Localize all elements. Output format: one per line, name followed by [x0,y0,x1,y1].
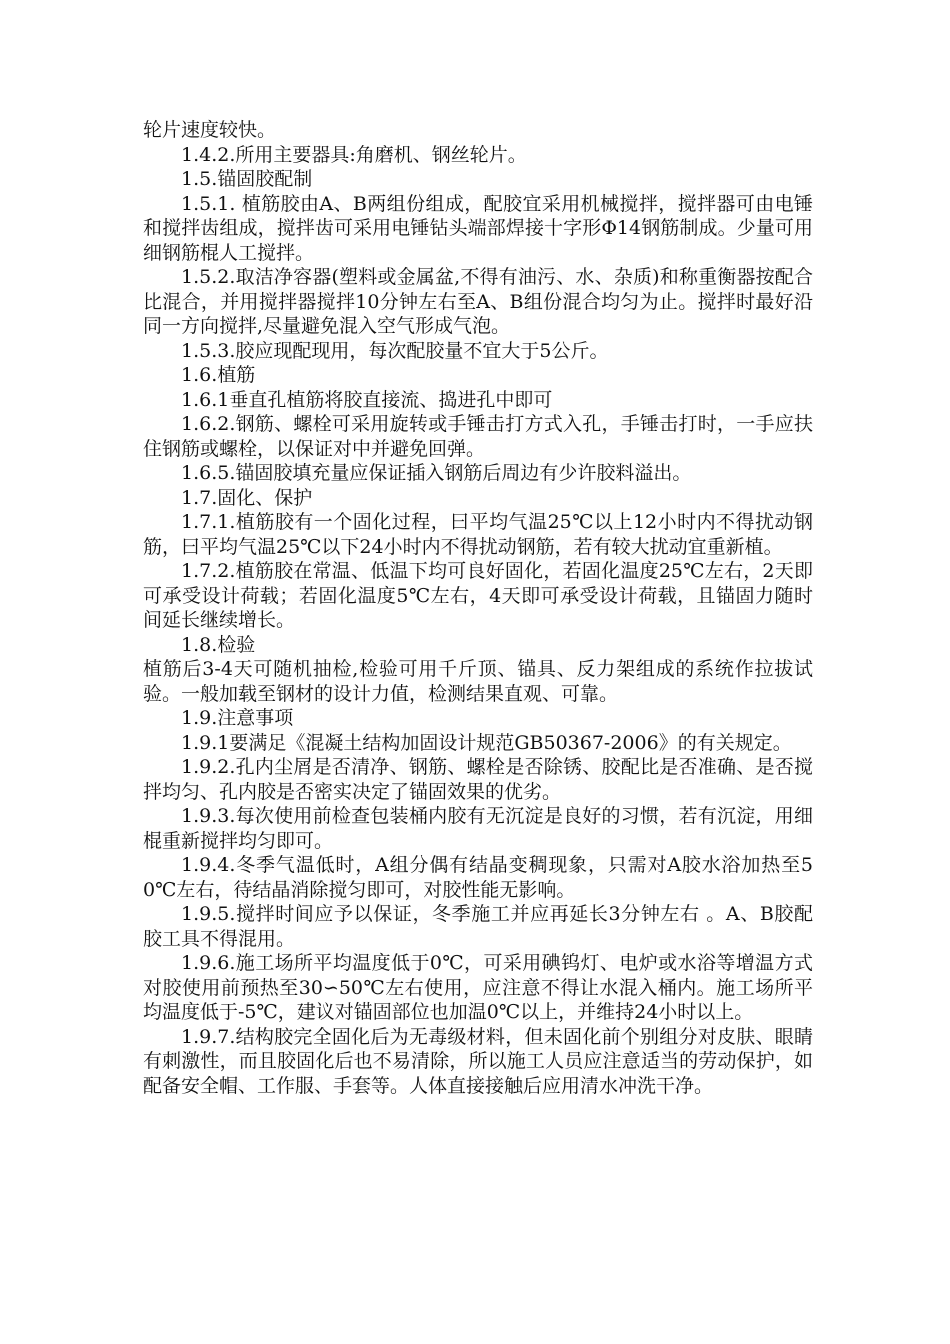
paragraph: 1.9.2.孔内尘屑是否清净、钢筋、螺栓是否除锈、胶配比是否准确、是否搅拌均匀、孔内胶是否密实决定了锚固效果的优劣。 [143,756,813,803]
paragraph: 植筋后3-4天可随机抽检,检验可用千斤顶、锚具、反力架组成的系统作拉拔试验。一般加载至钢材的设计力值，检测结果直观、可靠。 [143,658,813,705]
paragraph: 1.9.1要满足《混凝土结构加固设计规范GB50367-2006》的有关规定。 [181,731,792,754]
section-heading: 1.6.植筋 [181,364,256,386]
paragraph: 1.5.3.胶应现配现用，每次配胶量不宜大于5公斤。 [181,339,609,362]
paragraph: 1.7.1.植筋胶有一个固化过程，曰平均气温25℃以上12小时内不得扰动钢筋，曰平均气温25℃以下24小时内不得扰动钢筋，若有较大扰动宜重新植。 [143,511,813,558]
paragraph: 1.9.3.每次使用前检查包装桶内胶有无沉淀是良好的习惯，若有沉淀，用细棍重新搅拌均匀即可。 [143,805,813,852]
section-heading: 1.8.检验 [181,633,256,656]
paragraph: 1.9.4.冬季气温低时，A组分偶有结晶变稠现象，只需对A胶水浴加热至50℃左右，待结晶消除搅匀即可，对胶性能无影响。 [143,854,813,901]
paragraph: 1.4.2.所用主要器具:角磨机、钢丝轮片。 [181,143,527,166]
paragraph: 1.6.1垂直孔植筋将胶直接流、捣进孔中即可 [181,388,553,411]
paragraph: 1.6.2.钢筋、螺栓可采用旋转或手锤击打方式入孔，手锤击打时，一手应扶住钢筋或螺栓，以保证对中并避免回弹。 [143,413,813,460]
paragraph: 轮片速度较快。 [143,119,277,141]
section-heading: 1.7.固化、保护 [181,486,313,509]
paragraph: 1.9.6.施工场所平均温度低于0℃，可采用碘钨灯、电炉或水浴等增温方式对胶使用前预热至30∽50℃左右使用，应注意不得让水混入桶内。施工场所平均温度低于-5℃，建议对锚固部位也加温0℃以上，并维持24小时以上。 [143,952,813,1023]
document-body [143,118,813,1098]
paragraph: 1.5.2.取洁净容器(塑料或金属盆,不得有油污、水、杂质)和称重衡器按配合比混合，并用搅拌器搅拌10分钟左右至A、B组份混合均匀为止。搅拌时最好沿同一方向搅拌,尽量避免混入空气形成气泡。 [143,266,813,337]
paragraph: 1.5.1. 植筋胶由A、B两组份组成，配胶宜采用机械搅拌，搅拌器可由电锤和搅拌齿组成，搅拌齿可采用电锤钻头端部焊接十字形Φ14钢筋制成。少量可用细钢筋棍人工搅拌。 [143,192,813,264]
paragraph: 1.9.5.搅拌时间应予以保证，冬季施工并应再延长3分钟左右 。A、B胶配胶工具不得混用。 [143,903,813,950]
paragraph: 1.7.2.植筋胶在常温、低温下均可良好固化，若固化温度25℃左右，2天即可承受设计荷载；若固化温度5℃左右，4天即可承受设计荷载，且锚固力随时间延长继续增长。 [143,560,813,631]
section-heading: 1.5.锚固胶配制 [181,168,313,190]
paragraph: 1.9.7.结构胶完全固化后为无毒级材料，但未固化前个别组分对皮肤、眼睛有刺激性，而且胶固化后也不易清除，所以施工人员应注意适当的劳动保护，如配备安全帽、工作服、手套等。人体直接接触后应用清水冲洗干净。 [143,1025,813,1097]
paragraph: 1.6.5.锚固胶填充量应保证插入钢筋后周边有少许胶料溢出。 [181,462,692,484]
section-heading: 1.9.注意事项 [181,707,294,729]
